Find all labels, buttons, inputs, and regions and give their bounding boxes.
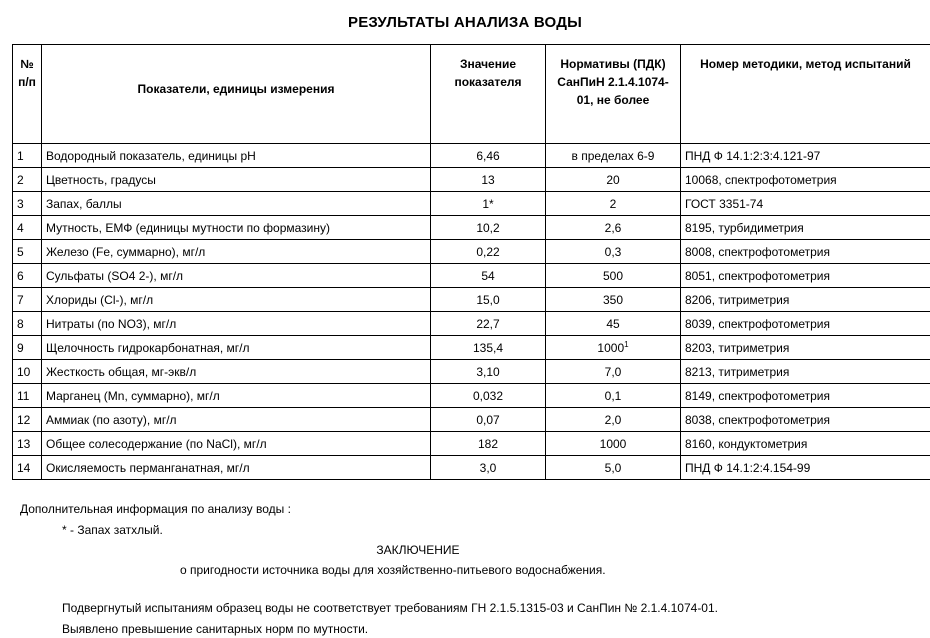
row-indicator: Цветность, градусы	[42, 168, 431, 192]
row-number: 2	[13, 168, 42, 192]
row-method: ПНД Ф 14.1:2:4.154-99	[681, 456, 930, 480]
row-number: 5	[13, 240, 42, 264]
row-norm: 1000	[546, 432, 681, 456]
row-value: 0,032	[431, 384, 546, 408]
header-method: Номер методики, метод испытаний	[681, 45, 930, 144]
conclusion-title: ЗАКЛЮЧЕНИЕ	[376, 543, 460, 557]
row-indicator: Мутность, ЕМФ (единицы мутности по формазину)	[42, 216, 431, 240]
row-method: 8195, турбидиметрия	[681, 216, 930, 240]
row-method: 8213, титриметрия	[681, 360, 930, 384]
conclusion-subtitle: о пригодности источника воды для хозяйственно-питьевого водоснабжения.	[180, 563, 606, 577]
conclusion-line-1: Подвергнутый испытаниям образец воды не соответствует требованиям ГН 2.1.5.1315-03 и СанПин № 2.1.4.1074-01.	[62, 601, 718, 615]
row-value: 6,46	[431, 144, 546, 168]
table-row	[13, 168, 930, 192]
row-method: 8051, спектрофотометрия	[681, 264, 930, 288]
row-norm: 2,0	[546, 408, 681, 432]
row-indicator: Железо (Fe, суммарно), мг/л	[42, 240, 431, 264]
row-indicator: Щелочность гидрокарбонатная, мг/л	[42, 336, 431, 360]
row-value: 10,2	[431, 216, 546, 240]
footnote: * - Запах затхлый.	[62, 523, 163, 537]
row-number: 6	[13, 264, 42, 288]
row-indicator: Сульфаты (SO4 2-), мг/л	[42, 264, 431, 288]
table-row	[13, 336, 930, 360]
table-row	[13, 312, 930, 336]
table-row	[13, 264, 930, 288]
row-method: 8039, спектрофотометрия	[681, 312, 930, 336]
row-indicator: Хлориды (Cl-), мг/л	[42, 288, 431, 312]
table-header-row	[13, 45, 930, 144]
row-number: 13	[13, 432, 42, 456]
row-method: 8008, спектрофотометрия	[681, 240, 930, 264]
row-method: 8206, титриметрия	[681, 288, 930, 312]
row-norm: 1000$^1$	[546, 336, 681, 360]
table-body	[13, 144, 930, 480]
row-number: 10	[13, 360, 42, 384]
table-row	[13, 432, 930, 456]
table-row	[13, 216, 930, 240]
row-method: 8038, спектрофотометрия	[681, 408, 930, 432]
table-row	[13, 408, 930, 432]
row-method: 10068, спектрофотометрия	[681, 168, 930, 192]
row-norm: 500	[546, 264, 681, 288]
header-indicator: Показатели, единицы измерения	[42, 45, 431, 144]
row-value: 3,0	[431, 456, 546, 480]
row-value: 54	[431, 264, 546, 288]
header-num: № п/п	[13, 45, 42, 144]
row-value: 3,10	[431, 360, 546, 384]
header-value: Значение показателя	[431, 45, 546, 144]
row-indicator: Марганец (Mn, суммарно), мг/л	[42, 384, 431, 408]
row-norm: 45	[546, 312, 681, 336]
row-norm: 7,0	[546, 360, 681, 384]
row-value: 0,07	[431, 408, 546, 432]
row-norm: 0,3	[546, 240, 681, 264]
row-indicator: Общее солесодержание (по NaCl), мг/л	[42, 432, 431, 456]
norm-footnote-mark: 1	[624, 339, 629, 349]
conclusion-line-2: Выявлено превышение санитарных норм по мутности.	[62, 622, 369, 636]
row-value: 15,0	[431, 288, 546, 312]
row-number: 14	[13, 456, 42, 480]
row-norm: 0,1	[546, 384, 681, 408]
row-value: 135,4	[431, 336, 546, 360]
row-number: 3	[13, 192, 42, 216]
document-title: РЕЗУЛЬТАТЫ АНАЛИЗА ВОДЫ	[348, 14, 582, 31]
row-value: 0,22	[431, 240, 546, 264]
row-method: 8160, кондуктометрия	[681, 432, 930, 456]
table-row	[13, 240, 930, 264]
table-row	[13, 360, 930, 384]
row-indicator: Нитраты (по NO3), мг/л	[42, 312, 431, 336]
row-norm: в пределах 6-9	[546, 144, 681, 168]
header-norm: Нормативы (ПДК) СанПиН 2.1.4.1074-01, не более	[546, 45, 681, 144]
row-indicator: Жесткость общая, мг-экв/л	[42, 360, 431, 384]
row-value: 13	[431, 168, 546, 192]
row-number: 12	[13, 408, 42, 432]
row-value: 22,7	[431, 312, 546, 336]
table-row	[13, 288, 930, 312]
row-number: 9	[13, 336, 42, 360]
row-method: ПНД Ф 14.1:2:3:4.121-97	[681, 144, 930, 168]
row-number: 11	[13, 384, 42, 408]
row-number: 4	[13, 216, 42, 240]
row-norm: 2	[546, 192, 681, 216]
row-number: 8	[13, 312, 42, 336]
water-analysis-table	[12, 44, 930, 480]
table-row	[13, 384, 930, 408]
row-norm: 20	[546, 168, 681, 192]
row-value: 182	[431, 432, 546, 456]
additional-info: Дополнительная информация по анализу воды :	[20, 502, 291, 516]
row-method: ГОСТ 3351-74	[681, 192, 930, 216]
row-indicator: Запах, баллы	[42, 192, 431, 216]
row-norm: 2,6	[546, 216, 681, 240]
row-method: 8149, спектрофотометрия	[681, 384, 930, 408]
table-row	[13, 144, 930, 168]
table-row	[13, 456, 930, 480]
row-indicator: Аммиак (по азоту), мг/л	[42, 408, 431, 432]
row-norm: 350	[546, 288, 681, 312]
row-indicator: Водородный показатель, единицы рН	[42, 144, 431, 168]
row-norm: 5,0	[546, 456, 681, 480]
row-number: 7	[13, 288, 42, 312]
row-indicator: Окисляемость перманганатная, мг/л	[42, 456, 431, 480]
row-value: 1*	[431, 192, 546, 216]
row-method: 8203, титриметрия	[681, 336, 930, 360]
row-number: 1	[13, 144, 42, 168]
table-row	[13, 192, 930, 216]
